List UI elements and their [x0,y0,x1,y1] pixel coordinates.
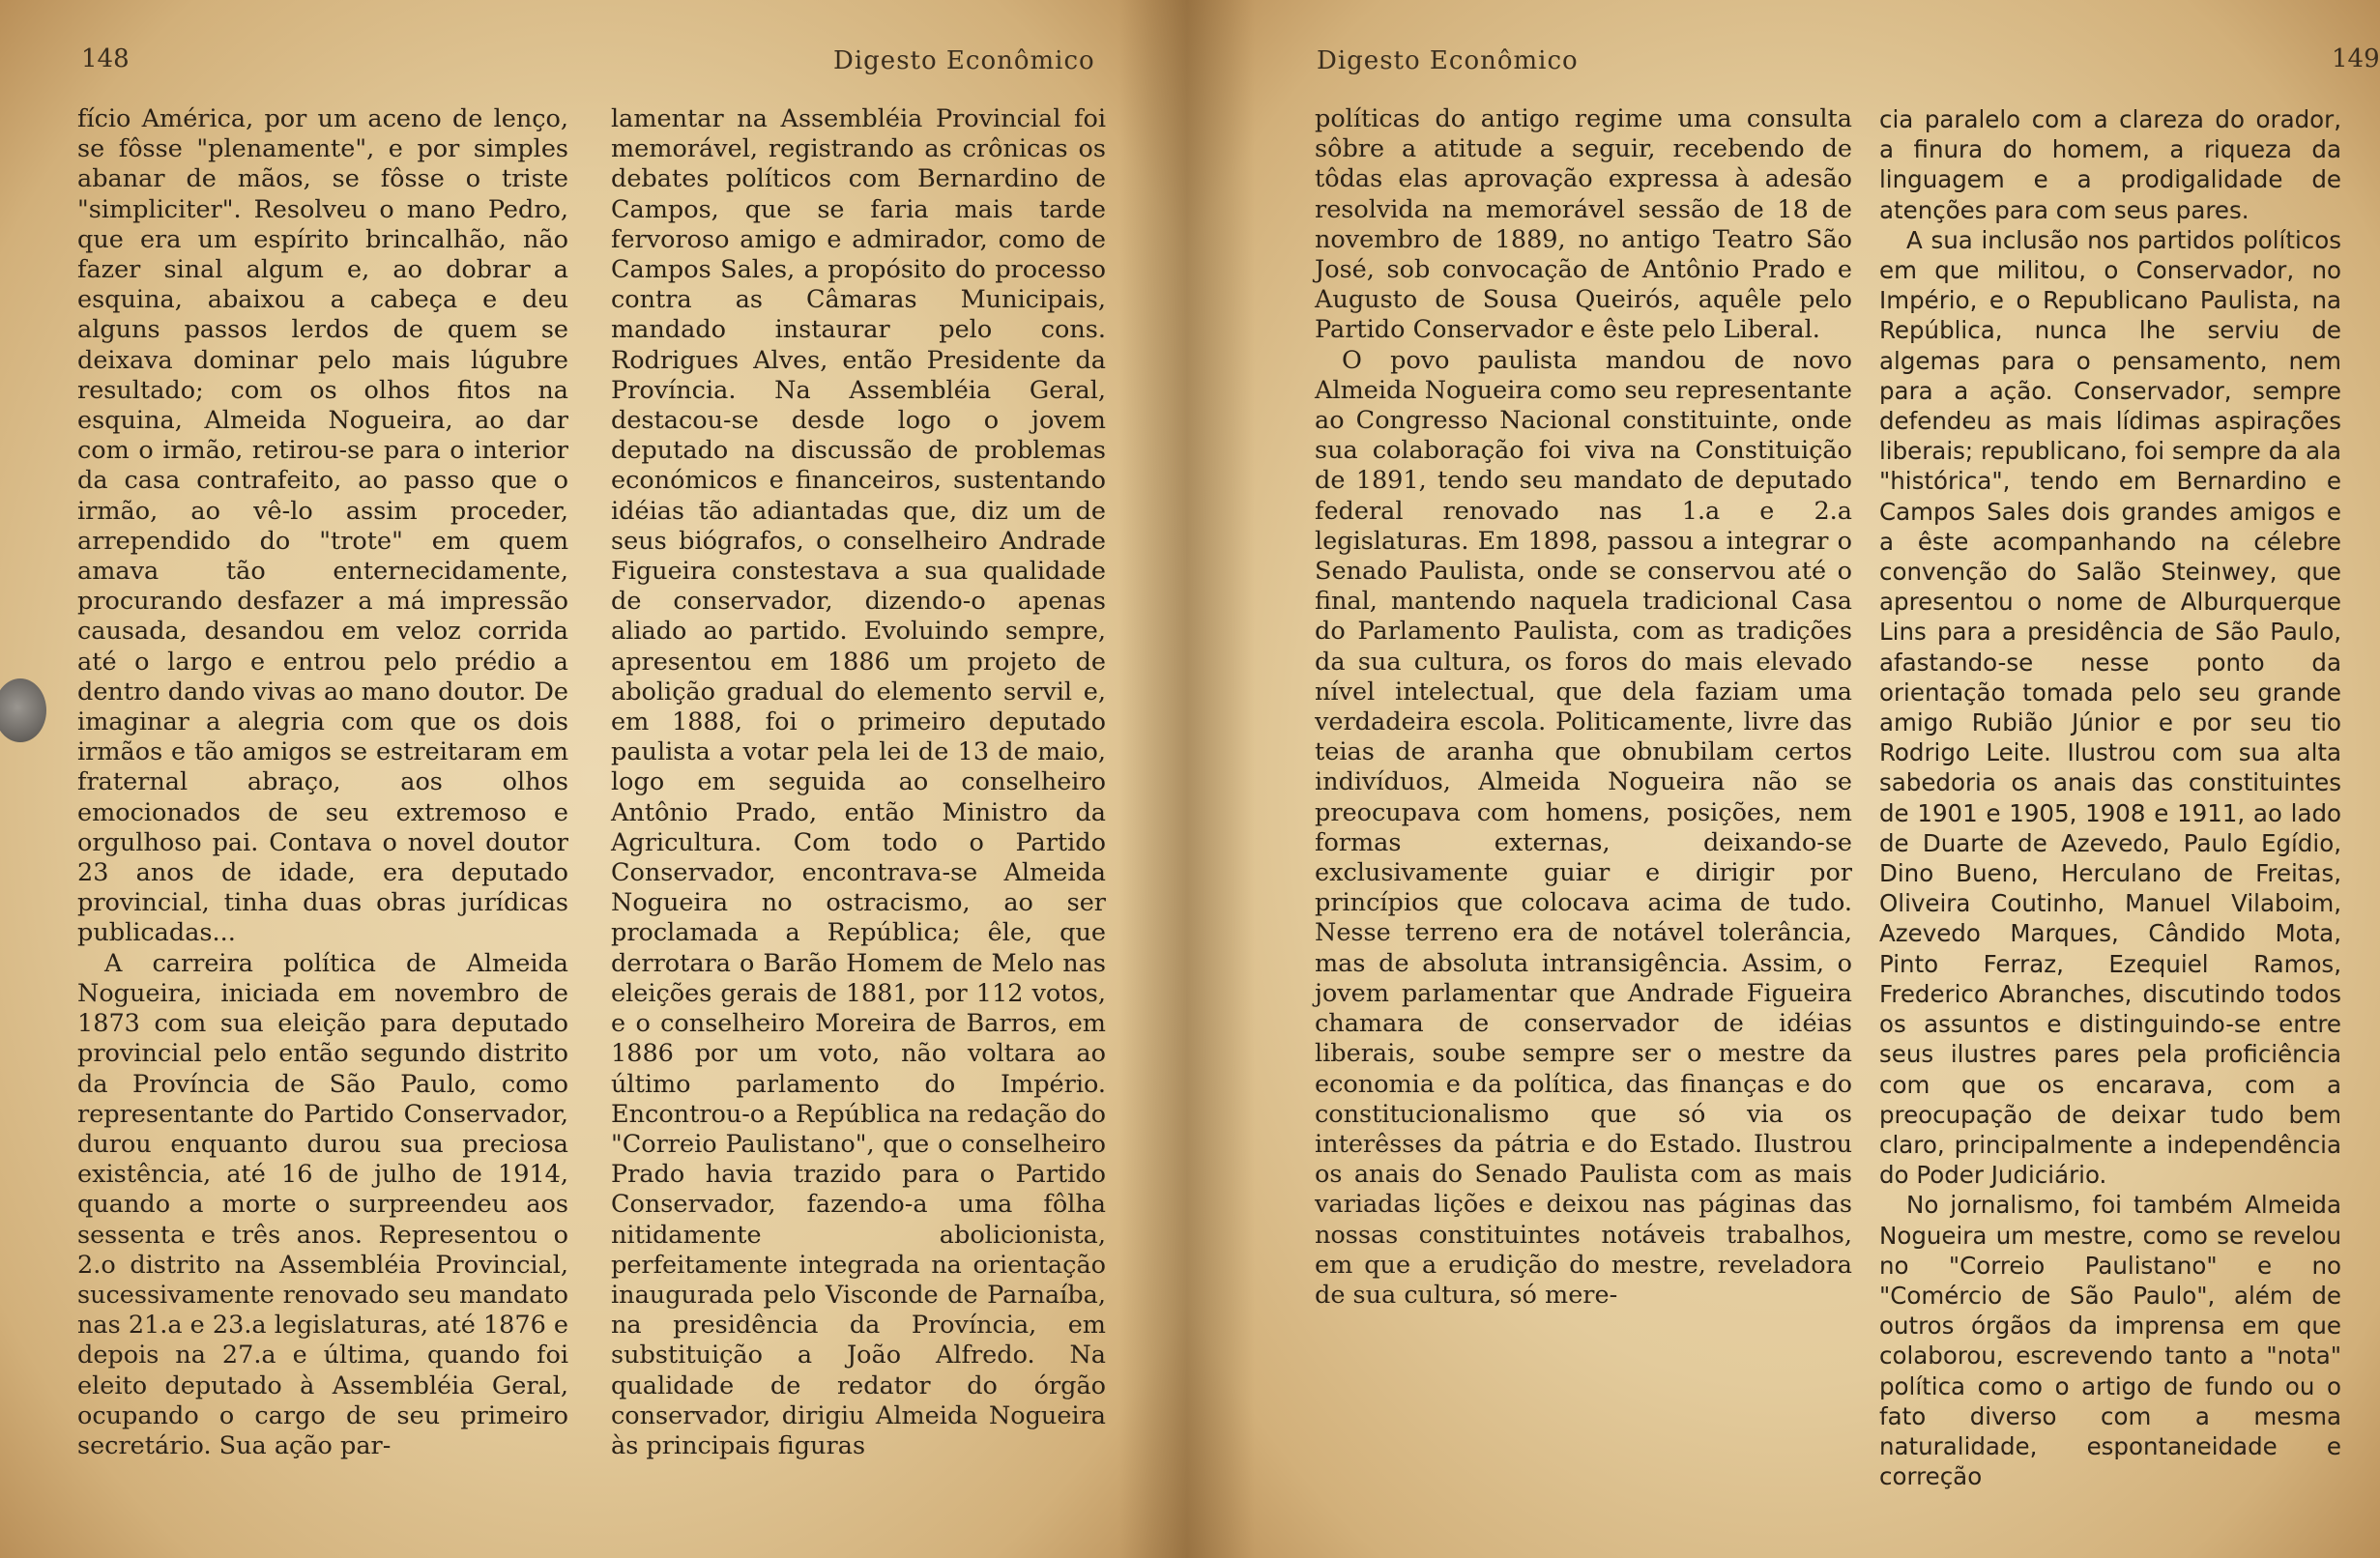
paragraph: lamentar na Assembléia Provincial foi memorável, registrando as crônicas os debates políticos com Bernardino de Campos, que se faria mais tarde fervoroso amigo e admirador, como de Campos Sales, a propósito do processo contra as Câmaras Municipais, mandado instaurar pelo cons. Rodrigues Alves, então Presidente da Província. Na Assembléia Geral, destacou-se desde logo o jovem deputado na discussão de problemas económicos e financeiros, sustentando idéias tão adiantadas que, diz um de seus biógrafos, o conselheiro Andrade Figueira constestava a sua qualidade de conservador, dizendo-o apenas aliado ao partido. Evoluindo sempre, apresentou em 1886 um projeto de abolição gradual do elemento servil e, em 1888, foi o primeiro deputado paulista a votar pela lei de 13 de maio, logo em seguida ao conselheiro Antônio Prado, então Ministro da Agricultura. Com todo o Partido Conservador, encontrava-se Almeida Nogueira no ostracismo, ao ser proclamada a República; êle, que derrotara o Barão Homem de Melo nas eleições gerais de 1881, por 112 votos, e o conselheiro Moreira de Barros, em 1886 por um voto, não voltara ao último parlamento do Império. Encontrou-o a República na redação do "Correio Paulistano", que o conselheiro Prado havia trazido para o Partido Conservador, fazendo-a uma fôlha nitidamente abolicionista, perfeitamente integrada na orientação inaugurada pelo Visconde de Parnaíba, na presidência da Província, em substituição a João Alfredo. Na qualidade de redator do órgão conservador, dirigiu Almeida Nogueira às principais figuras [611,104,1106,1460]
paragraph: cia paralelo com a clareza do orador, a finura do homem, a riqueza da linguagem e a prodigalidade de atenções para com seus pares. [1879,105,2341,224]
paragraph: fício América, por um aceno de lenço, se fôsse "plenamente", e por simples abanar de mãos, se fôsse o triste "simpliciter". Resolveu o mano Pedro, que era um espírito brincalhão, não fazer sinal algum e, ao dobrar a esquina, abaixou a cabeça e deu alguns passos lerdos de quem se deixava dominar pelo mais lúgubre resultado; com os olhos fitos na esquina, Almeida Nogueira, ao dar com o irmão, retirou-se para o interior da casa contrafeito, ao passo que o irmão, ao vê-lo assim proceder, arrependido do "trote" em quem amava tão enternecidamente, procurando desfazer a má impressão causada, desandou em veloz corrida até o largo e entrou pelo prédio a dentro dando vivas ao mano doutor. De imaginar a alegria com que os dois irmãos e tão amigos se estreitaram em fraternal abraço, aos olhos emocionados de seu extremoso e orgulhoso pai. Contava o novel doutor 23 anos de idade, era deputado provincial, tinha duas obras jurídicas publicadas... [77,104,568,948]
column-4 [1879,104,2341,1491]
paragraph: O povo paulista mandou de novo Almeida Nogueira como seu representante ao Congresso Nacional constituinte, onde sua colaboração foi viva na Constituição de 1891, tendo seu mandato de deputado federal renovado nas 1.a e 2.a legislaturas. Em 1898, passou a integrar o Senado Paulista, onde se conservou até o final, mantendo naquela tradicional Casa do Parlamento Paulista, com as tradições da sua cultura, os foros do mais elevado nível intelectual, que dela faziam uma verdadeira escola. Politicamente, livre das teias de aranha que obnubilam certos indivíduos, Almeida Nogueira não se preocupava com homens, posições, nem formas externas, deixando-se exclusivamente guiar e dirigir por princípios que colocava acima de tudo. Nesse terreno era de notável tolerância, mas de absoluta intransigência. Assim, o jovem parlamentar que Andrade Figueira chamara de conservador de idéias liberais, soube sempre ser o mestre da economia e da política, das finanças e do constitucionalismo que só via os interêsses da pátria e do Estado. Ilustrou os anais do Senado Paulista com as mais variadas lições e deixou nas páginas das nossas constituintes notáveis trabalhos, em que a erudição do mestre, reveladora de sua cultura, só mere- [1315,345,1852,1310]
column-3 [1315,104,1852,1311]
column-2 [611,104,1106,1461]
paragraph: No jornalismo, foi também Almeida Nogueira um mestre, como se revelou no "Correio Paulistano" e no "Comércio de São Paulo", além de outros órgãos da imprensa em que colaborou, escrevendo tanto a "nota" política como o artigo de fundo ou o fato diverso com a mesma naturalidade, espontaneidade e correção [1879,1191,2341,1491]
running-head-right: Digesto Econômico [1317,46,1579,75]
column-1 [77,104,568,1461]
gutter-shadow [1187,0,1255,1558]
running-head-left: Digesto Econômico [833,46,1095,75]
binding-hole [0,678,46,742]
page-number-left: 148 [81,44,130,73]
paragraph: políticas do antigo regime uma consulta sôbre a atitude a seguir, recebendo de tôdas elas aprovação expressa à adesão resolvida na memorável sessão de 18 de novembro de 1889, no antigo Teatro São José, sob convocação de Antônio Prado e Augusto de Sousa Queirós, aquêle pelo Partido Conservador e êste pelo Liberal. [1315,104,1852,345]
paragraph: A carreira política de Almeida Nogueira, iniciada em novembro de 1873 com sua eleição para deputado provincial pelo então segundo distrito da Província de São Paulo, como representante do Partido Conservador, durou enquanto durou sua preciosa existência, até 16 de julho de 1914, quando a morte o surpreendeu aos sessenta e três anos. Representou o 2.o distrito na Assembléia Provincial, sucessivamente renovado seu mandato nas 21.a e 23.a legislaturas, até 1876 e depois na 27.a e última, quando foi eleito deputado à Assembléia Geral, ocupando o cargo de seu primeiro secretário. Sua ação par- [77,948,569,1460]
gutter-shadow [1119,0,1187,1558]
paragraph: A sua inclusão nos partidos políticos em que militou, o Conservador, no Império, e o Republicano Paulista, na República, nunca lhe serviu de algemas para o pensamento, nem para a ação. Conservador, sempre defendeu as mais lídimas aspirações liberais; republicano, foi sempre da ala "histórica", tendo em Bernardino e Campos Sales dois grandes amigos e a êste acompanhando na célebre convenção do Salão Steinwey, que apresentou o nome de Alburquerque Lins para a presidência de São Paulo, afastando-se nesse ponto da orientação tomada pelo seu grande amigo Rubião Júnior e por seu tio Rodrigo Leite. Ilustrou com sua alta sabedoria os anais das constituintes de 1901 e 1905, 1908 e 1911, ao lado de Duarte de Azevedo, Paulo Egídio, Dino Bueno, Herculano de Freitas, Oliveira Coutinho, Manuel Vilaboim, Azevedo Marques, Cândido Mota, Pinto Ferraz, Ezequiel Ramos, Frederico Abranches, discutindo todos os assuntos e distinguindo-se entre seus ilustres pares pela proficiência com que os encarava, com a preocupação de deixar tudo bem claro, principalmente a independência do Poder Judiciário. [1879,225,2341,1190]
right-page [1187,0,2380,1558]
page-number-right: 149 [2332,44,2380,73]
left-page [0,0,1187,1558]
